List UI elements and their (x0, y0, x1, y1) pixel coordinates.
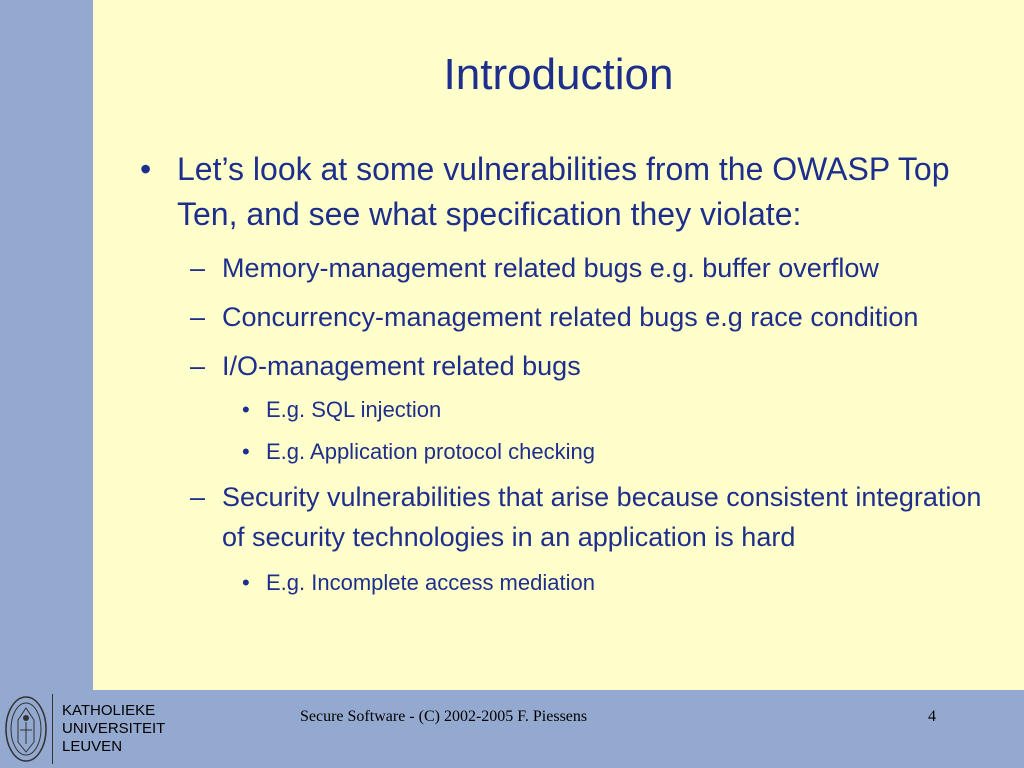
footer-divider (52, 694, 53, 764)
dash-marker: – (190, 482, 206, 512)
footer-copyright: Secure Software - (C) 2002-2005 F. Piessens (300, 708, 588, 725)
bullet-item: Security vulnerabilities that arise because consistent integration of security technologies in an application is hard (222, 482, 982, 552)
university-seal-icon (4, 694, 48, 764)
university-line: LEUVEN (62, 738, 123, 755)
bullet-marker: • (242, 439, 250, 464)
slide-title: Introduction (443, 50, 674, 99)
bullet-item: E.g. Incomplete access mediation (266, 570, 595, 595)
bullet-item: I/O-management related bugs (222, 351, 581, 381)
dash-marker: – (190, 302, 206, 332)
university-name (62, 702, 192, 756)
university-line: UNIVERSITEIT (62, 720, 166, 737)
page-number: 4 (928, 708, 936, 725)
bullet-marker: • (140, 151, 152, 187)
bullet-item: E.g. SQL injection (266, 397, 442, 422)
bullet-marker: • (242, 570, 250, 595)
university-line: KATHOLIEKE (62, 702, 156, 719)
dash-marker: – (190, 351, 206, 381)
bullet-item: Memory-management related bugs e.g. buffer overflow (222, 253, 879, 283)
bullet-item: E.g. Application protocol checking (266, 439, 595, 464)
bullet-marker: • (242, 397, 250, 422)
bullet-item: Let’s look at some vulnerabilities from the OWASP Top Ten, and see what specification they violate: (177, 151, 950, 232)
dash-marker: – (190, 253, 206, 283)
bullet-item: Concurrency-management related bugs e.g race condition (222, 302, 919, 332)
